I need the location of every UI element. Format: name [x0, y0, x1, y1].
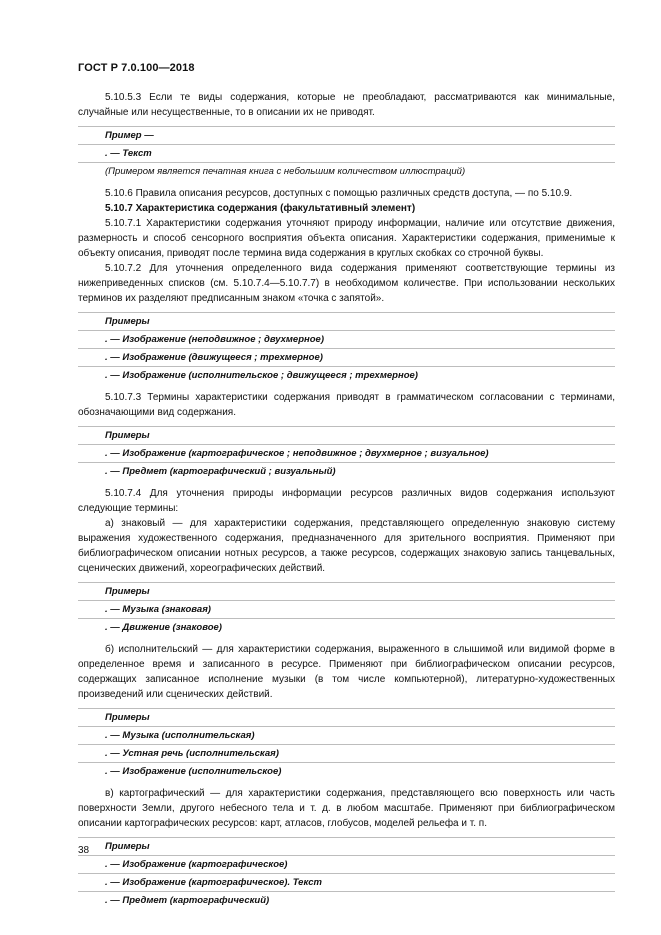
paragraph-5-10-7-4: 5.10.7.4 Для уточнения природы информации ресурсов различных видов содержания используют следующие термины:: [78, 488, 615, 514]
example-heading: Примеры: [78, 312, 615, 330]
example-item: . — Музыка (исполнительская): [78, 726, 615, 744]
example-item: . — Изображение (исполнительское): [78, 762, 615, 780]
example-item: . — Предмет (картографический ; визуальный): [78, 462, 615, 480]
list-item-a: а) знаковый — для характеристики содержания, представляющего определенную знаковую систему выражения художественного содержания, предназначенного для зрительного восприятия. Применяют при библиографическом описании нотных ресурсов, а также ресурсов, содержащих знаковую запись танцевальных, сценических движений, хореографических действий.: [78, 518, 615, 574]
example-item: . — Изображение (картографическое): [78, 855, 615, 873]
page-body: [78, 90, 615, 915]
paragraph-5-10-6: 5.10.6 Правила описания ресурсов, доступных с помощью различных средств доступа, — по 5.10.9.: [105, 188, 573, 199]
example-item: . — Изображение (картографическое). Текст: [78, 873, 615, 891]
example-note: (Примером является печатная книга с небольшим количеством иллюстраций): [78, 162, 615, 180]
example-heading: Пример —: [78, 126, 615, 144]
example-item: . — Движение (знаковое): [78, 618, 615, 636]
document-header: ГОСТ Р 7.0.100—2018: [78, 62, 195, 74]
example-heading: Примеры: [78, 837, 615, 855]
list-item-v: в) картографический — для характеристики содержания, представляющего всю поверхность или часть поверхности Земли, другого небесного тела и т. д. в любом масштабе. Применяют при библиографическом описании картографических ресурсов: карт, атласов, глобусов, моделей рельефа и т. п.: [78, 788, 615, 829]
example-heading: Примеры: [78, 426, 615, 444]
example-item: . — Текст: [78, 144, 615, 162]
example-item: . — Устная речь (исполнительская): [78, 744, 615, 762]
paragraph-5-10-7-1: 5.10.7.1 Характеристики содержания уточняют природу информации, наличие или отсутствие движения, размерность и способ сенсорного восприятия объекта описания. Характеристики содержания, применимые к объекту описания, приводят после термина вида содержания в круглых скобках со строчной буквы.: [78, 218, 615, 259]
example-item: . — Изображение (исполнительское ; движущееся ; трехмерное): [78, 366, 615, 384]
list-item-b: б) исполнительский — для характеристики содержания, выраженного в слышимой или видимой форме в определенное время и записанного в ресурсе. Применяют при библиографическом описании ресурсов, содержащих записанное исполнение музыки (в том числе компьютерной), литературно-художественных произведений или сценических действий.: [78, 644, 615, 700]
paragraph-5-10-5-3: 5.10.5.3 Если те виды содержания, которые не преобладают, рассматриваются как минимальные, случайные или несущественные, то в описании их не приводят.: [78, 92, 615, 118]
paragraph-5-10-7-2: 5.10.7.2 Для уточнения определенного вида содержания применяют соответствующие термины из нижеприведенных списков (см. 5.10.7.4—5.10.7.7) в необходимом количестве. При использовании нескольких терминов их разделяют предписанным знаком «точка с запятой».: [78, 263, 615, 304]
example-item: . — Музыка (знаковая): [78, 600, 615, 618]
example-item: . — Изображение (картографическое ; неподвижное ; двухмерное ; визуальное): [78, 444, 615, 462]
example-heading: Примеры: [78, 708, 615, 726]
section-heading-5-10-7: 5.10.7 Характеристика содержания (факультативный элемент): [105, 203, 416, 214]
paragraph-5-10-7-3: 5.10.7.3 Термины характеристики содержания приводят в грамматическом согласовании с терминами, обозначающими вид содержания.: [78, 392, 615, 418]
example-item: . — Предмет (картографический): [78, 891, 615, 909]
example-item: . — Изображение (неподвижное ; двухмерное): [78, 330, 615, 348]
page-number: 38: [78, 845, 90, 856]
example-heading: Примеры: [78, 582, 615, 600]
example-item: . — Изображение (движущееся ; трехмерное): [78, 348, 615, 366]
